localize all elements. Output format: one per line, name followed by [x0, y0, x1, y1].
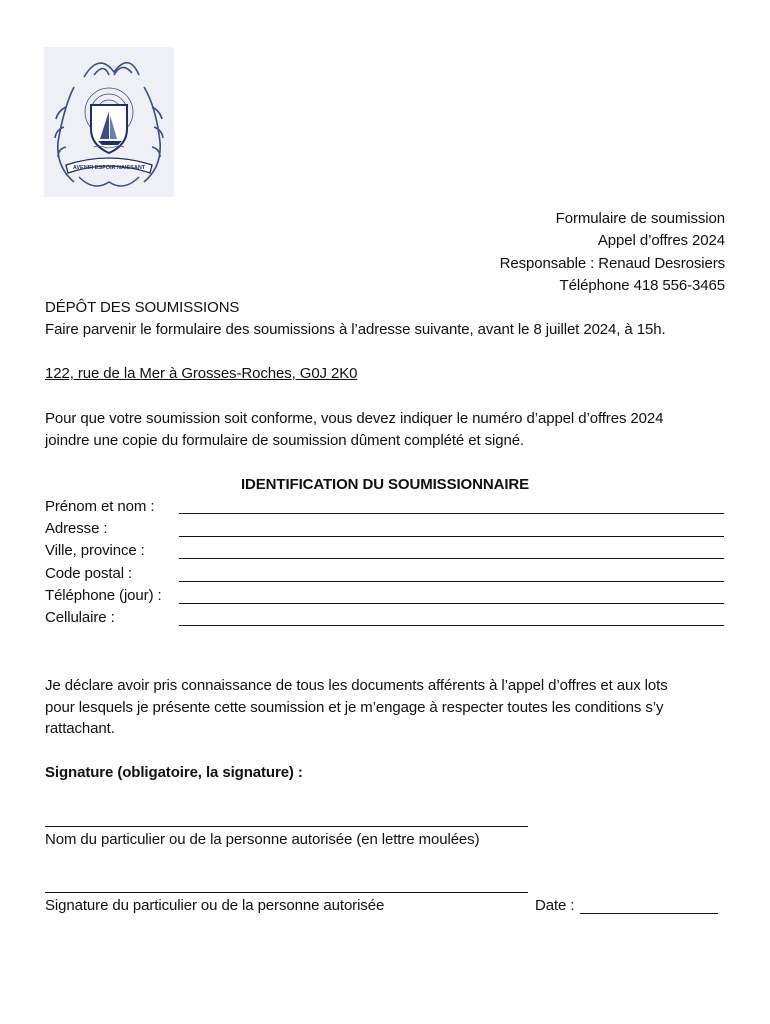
depot-title: DÉPÔT DES SOUMISSIONS [45, 299, 240, 316]
field-line-phone[interactable] [179, 603, 724, 604]
field-line-name[interactable] [179, 513, 724, 514]
identification-title: IDENTIFICATION DU SOUMISSIONNAIRE [240, 476, 530, 493]
field-label-cell: Cellulaire : [45, 609, 115, 626]
field-label-address: Adresse : [45, 520, 108, 537]
declaration-line-1: Je déclare avoir pris connaissance de tous les documents afférents à l’appel d’offres et aux lots [45, 677, 668, 694]
header-form-title: Formulaire de soumission [555, 210, 725, 227]
field-line-address[interactable] [179, 536, 724, 537]
conformity-line-2: joindre une copie du formulaire de soumission dûment complété et signé. [45, 432, 525, 449]
date-label: Date : [535, 897, 575, 914]
date-line[interactable] [580, 913, 718, 914]
municipal-coat-of-arms-logo [44, 47, 174, 197]
declaration-line-3: rattachant. [45, 720, 115, 737]
field-label-name: Prénom et nom : [45, 498, 155, 515]
conformity-line-1: Pour que votre soumission soit conforme, vous devez indiquer le numéro d’appel d’offres 2024 [45, 410, 664, 427]
field-line-city[interactable] [179, 558, 724, 559]
logo-motto: AVENIR ESPOIR NAISSANT [72, 165, 146, 171]
field-label-city: Ville, province : [45, 542, 145, 559]
header-responsible: Responsable : Renaud Desrosiers [499, 255, 725, 272]
name-caption: Nom du particulier ou de la personne autorisée (en lettre moulées) [45, 831, 480, 848]
depot-instructions: Faire parvenir le formulaire des soumissions à l’adresse suivante, avant le 8 juillet 2024, à 15h. [45, 321, 666, 338]
name-line[interactable] [45, 826, 528, 827]
signature-caption: Signature du particulier ou de la personne autorisée [45, 897, 385, 914]
depot-address: 122, rue de la Mer à Grosses-Roches, G0J 2K0 [45, 365, 358, 382]
field-label-postal-code: Code postal : [45, 565, 133, 582]
signature-line[interactable] [45, 892, 528, 893]
header-phone: Téléphone 418 556-3465 [559, 277, 725, 294]
field-line-cell[interactable] [179, 625, 724, 626]
field-line-postal-code[interactable] [179, 581, 724, 582]
field-label-phone: Téléphone (jour) : [45, 587, 162, 604]
signature-title: Signature (obligatoire, la signature) : [45, 764, 303, 781]
declaration-line-2: pour lesquels je présente cette soumission et je m’engage à respecter toutes les conditions s’y [45, 699, 664, 716]
header-tender: Appel d’offres 2024 [597, 232, 725, 249]
